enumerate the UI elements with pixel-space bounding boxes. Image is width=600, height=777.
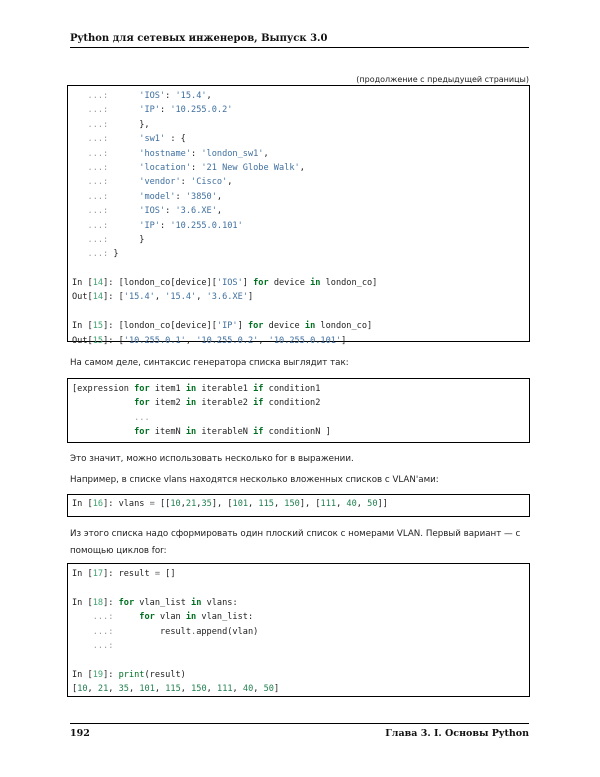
code-line: ...: 'vendor': 'Cisco',: [72, 177, 233, 188]
code-line: for itemN in iterableN if conditionN ]: [134, 427, 331, 438]
code-line: ...: },: [72, 119, 150, 130]
code-line-out14: Out[14]: ['15.4', '15.4', '3.6.XE']: [72, 292, 254, 303]
code-line-in19: In [19]: print(result): [72, 669, 186, 680]
code-line: ...: 'sw1' : {: [72, 134, 186, 145]
code-line: ...: 'location': '21 New Globe Walk',: [72, 162, 305, 173]
paragraph-syntax-intro: На самом деле, синтаксис генератора списка выглядит так:: [70, 358, 349, 368]
code-line-in15: In [15]: [london_co[device]['IP'] for device in london_co]: [72, 321, 373, 332]
paragraph-multiple-for: Это значит, можно использовать несколько for в выражении.: [70, 454, 354, 464]
code-line: ...: 'hostname': 'london_sw1',: [72, 148, 269, 159]
code-line: ...: 'IOS': '15.4',: [72, 91, 212, 101]
code-line: ...: 'model': '3850',: [72, 191, 223, 202]
code-line-out19: [10, 21, 35, 101, 115, 150, 111, 40, 50]: [72, 684, 280, 695]
code-line: ...: [134, 412, 150, 423]
footer-divider: [70, 723, 529, 724]
paragraph-flat-list: Из этого списка надо сформировать один плоский список с номерами VLAN. Первый вариант — с помощью циклов for:: [70, 529, 521, 556]
code-block-london-co: [67, 85, 530, 346]
code-line: ...: }: [72, 234, 145, 245]
code-line: ...: 'IP': '10.255.0.101': [72, 220, 243, 231]
code-line: ...: result.append(vlan): [72, 626, 259, 637]
running-header-title: Python для сетевых инженеров, Выпуск 3.0: [70, 33, 328, 44]
code-line: ...: 'IP': '10.255.0.2': [72, 105, 233, 116]
code-block-for-loops: [67, 563, 530, 697]
code-line: [expression for item1 in iterable1 if condition1: [72, 384, 321, 394]
code-line-in17: In [17]: result = []: [72, 569, 176, 579]
code-line-in18: In [18]: for vlan_list in vlans:: [72, 597, 238, 608]
code-line-in16: In [16]: vlans = [[10,21,35], [101, 115, 150], [111, 40, 50]]: [72, 499, 388, 509]
code-block-vlans: [67, 494, 530, 517]
code-line: ...:: [72, 640, 114, 651]
code-line-in14: In [14]: [london_co[device]['IOS'] for device in london_co]: [72, 278, 378, 289]
paragraph-vlans-example: Например, в списке vlans находятся несколько вложенных списков с VLAN'ами:: [70, 475, 439, 485]
code-line: ...: 'IOS': '3.6.XE',: [72, 206, 223, 217]
code-line: for item2 in iterable2 if condition2: [134, 398, 321, 409]
code-block-syntax: [67, 378, 530, 443]
code-line: ...: for vlan in vlan_list:: [72, 612, 254, 623]
continued-note: (продолжение с предыдущей страницы): [356, 75, 529, 84]
page-number: 192: [70, 728, 90, 739]
chapter-title: Глава 3. I. Основы Python: [385, 728, 529, 739]
header-divider: [70, 47, 529, 48]
code-line: ...: }: [72, 249, 119, 260]
code-line-out15: Out[15]: ['10.255.0.1', '10.255.0.2', '10.255.0.101']: [72, 335, 347, 346]
